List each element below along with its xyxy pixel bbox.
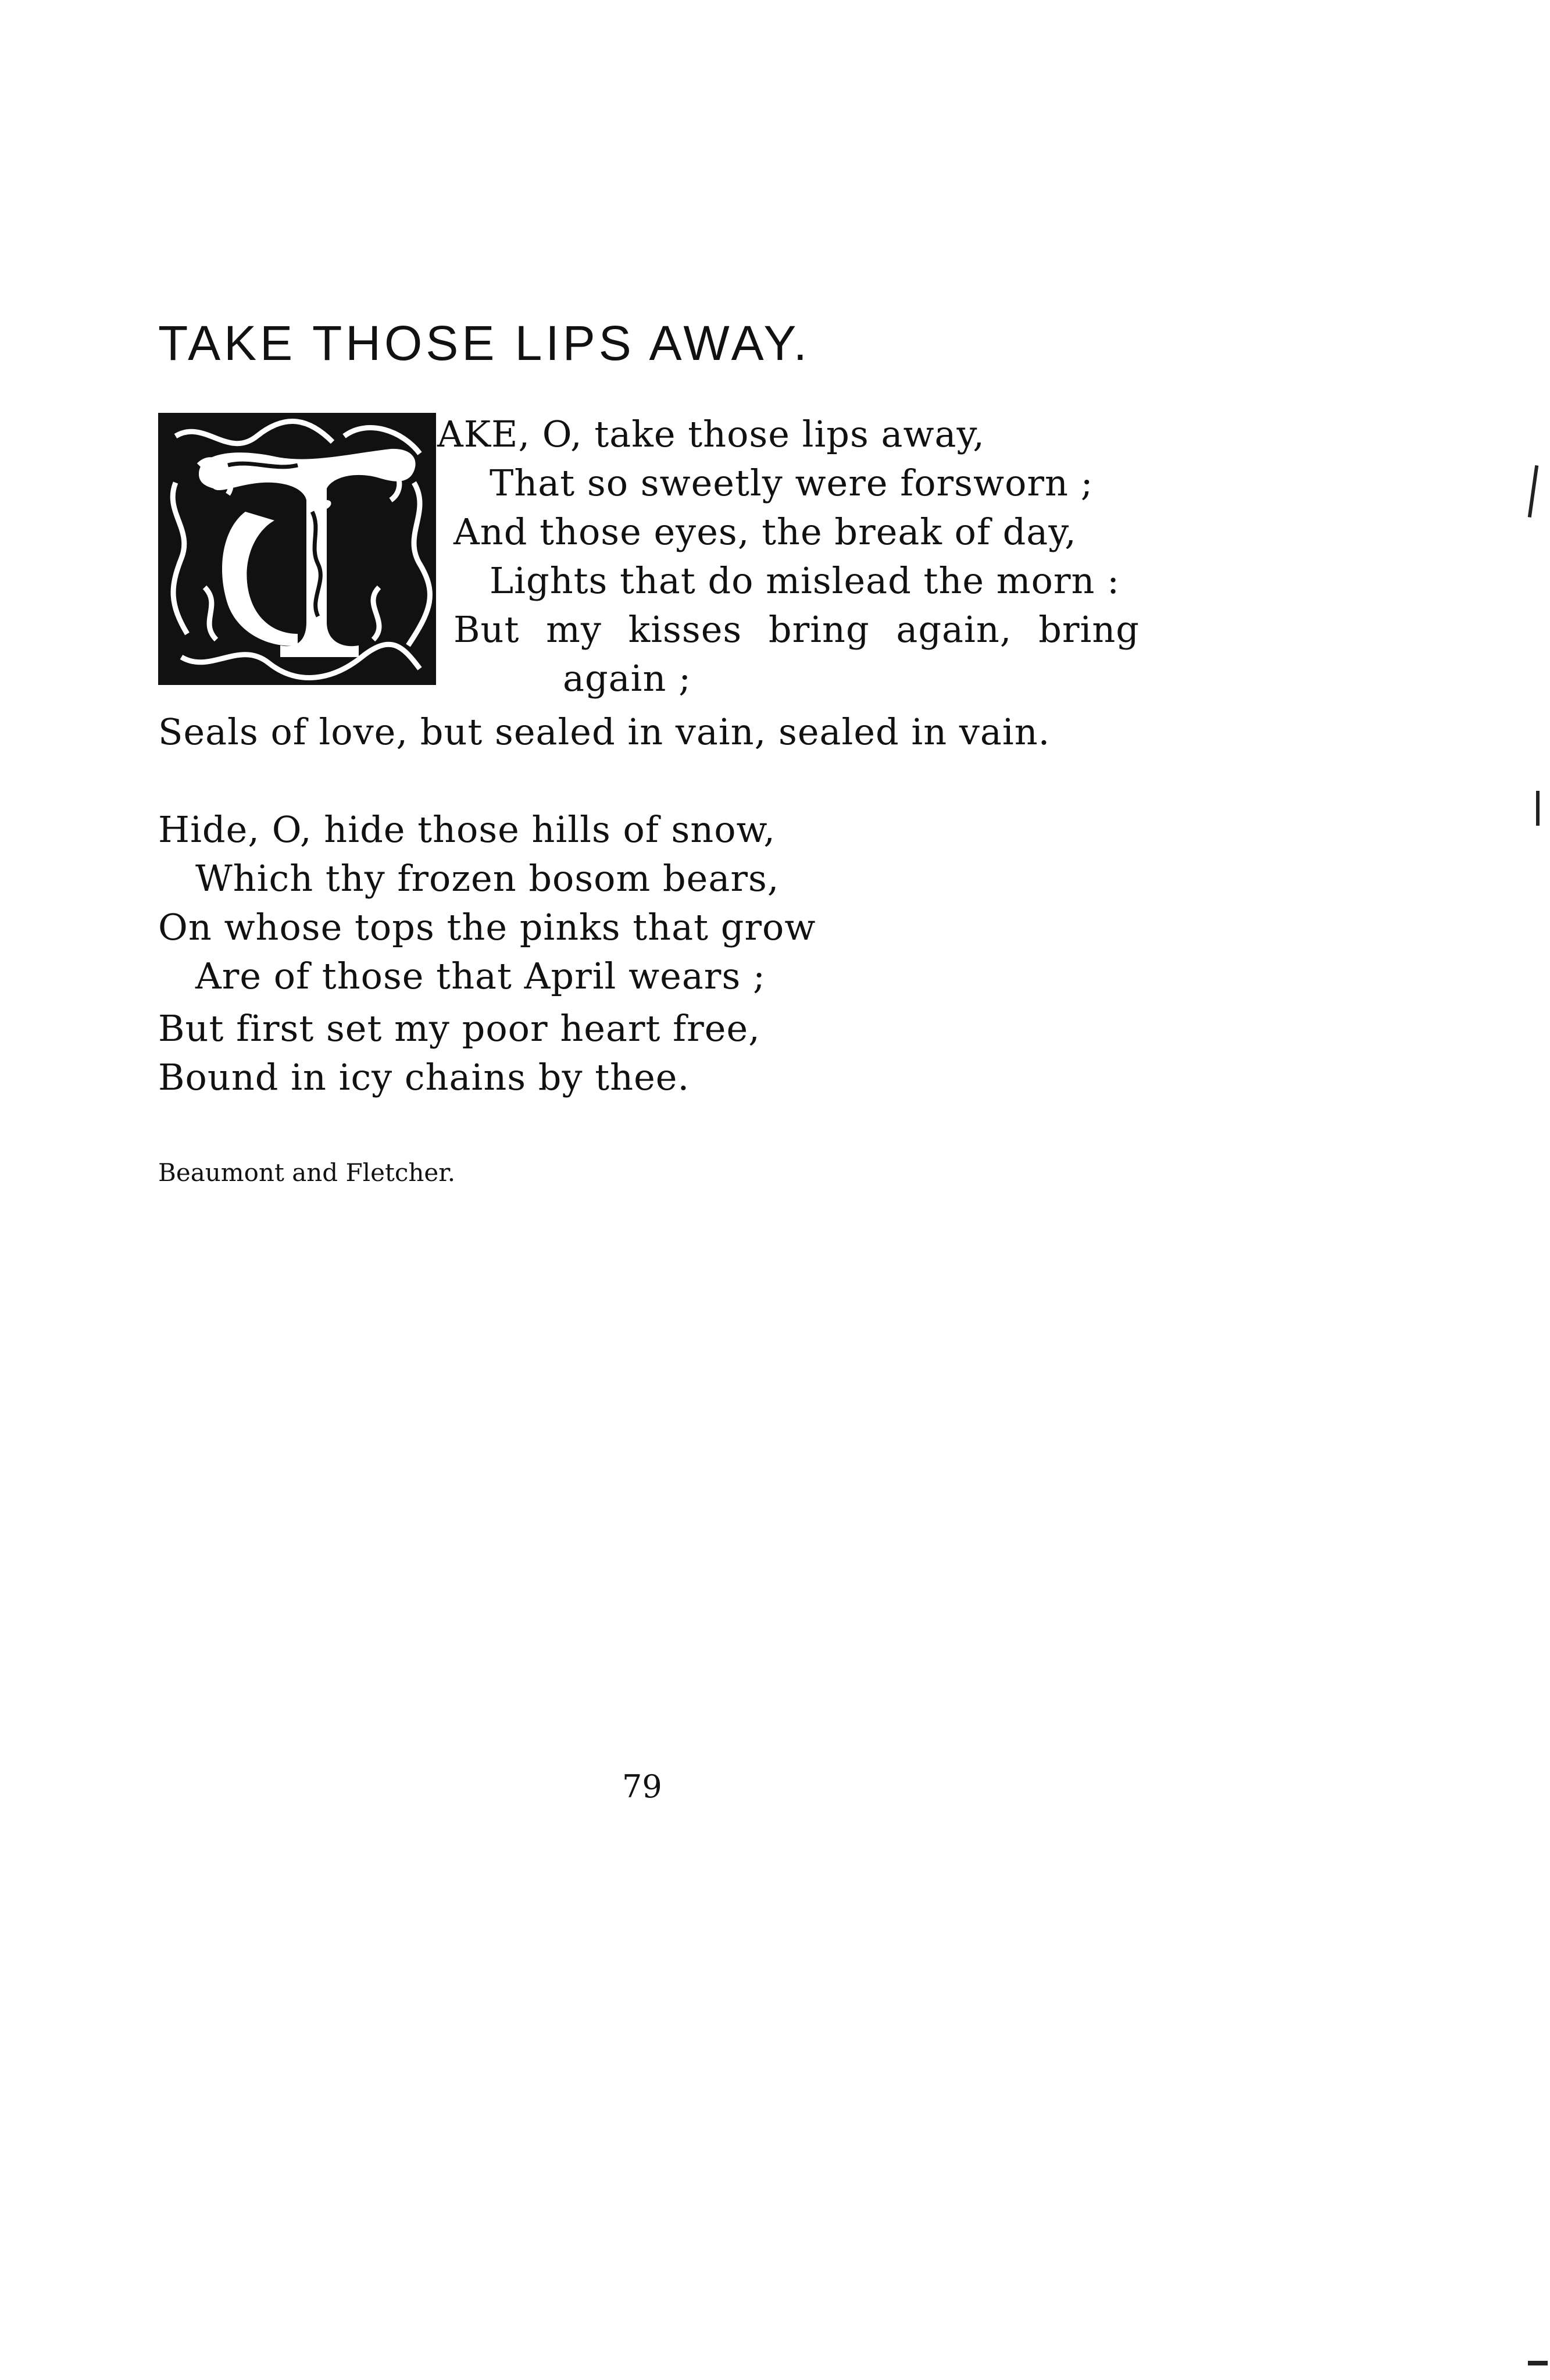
stanza1-line7: Seals of love, but sealed in vain, sealed in vain. xyxy=(158,711,1051,753)
scan-mark xyxy=(1536,791,1540,826)
scan-mark xyxy=(1528,465,1538,518)
line5-word: But xyxy=(453,608,520,651)
stanza2-line6: Bound in icy chains by thee. xyxy=(158,1056,690,1098)
stanza2-line2: Which thy frozen bosom bears, xyxy=(195,857,780,900)
stanza1-line5 xyxy=(453,608,1140,651)
stanza2-line1: Hide, O, hide those hills of snow, xyxy=(158,808,776,851)
line5-word: my xyxy=(546,608,602,651)
attribution: Beaumont and Fletcher. xyxy=(158,1158,456,1187)
ornamental-initial-t-icon xyxy=(158,413,436,685)
poem-title: TAKE THOSE LIPS AWAY. xyxy=(158,316,810,370)
line5-word: bring xyxy=(1038,608,1140,651)
line5-word: bring xyxy=(768,608,870,651)
page-number: 79 xyxy=(622,1768,662,1805)
stanza2-line5: But first set my poor heart free, xyxy=(158,1007,760,1050)
stanza2-line4: Are of those that April wears ; xyxy=(195,955,766,997)
stanza1-line1: AKE, O, take those lips away, xyxy=(437,413,985,455)
line5-word: kisses xyxy=(628,608,742,651)
line5-word: again, xyxy=(896,608,1012,651)
scan-mark xyxy=(1528,2361,1548,2365)
stanza2-line3: On whose tops the pinks that grow xyxy=(158,906,816,948)
stanza1-line2: That so sweetly were forsworn ; xyxy=(490,462,1094,504)
stanza1-line3: And those eyes, the break of day, xyxy=(453,511,1077,553)
stanza1-line4: Lights that do mislead the morn : xyxy=(490,559,1120,602)
stanza1-line6: again ; xyxy=(563,657,691,700)
